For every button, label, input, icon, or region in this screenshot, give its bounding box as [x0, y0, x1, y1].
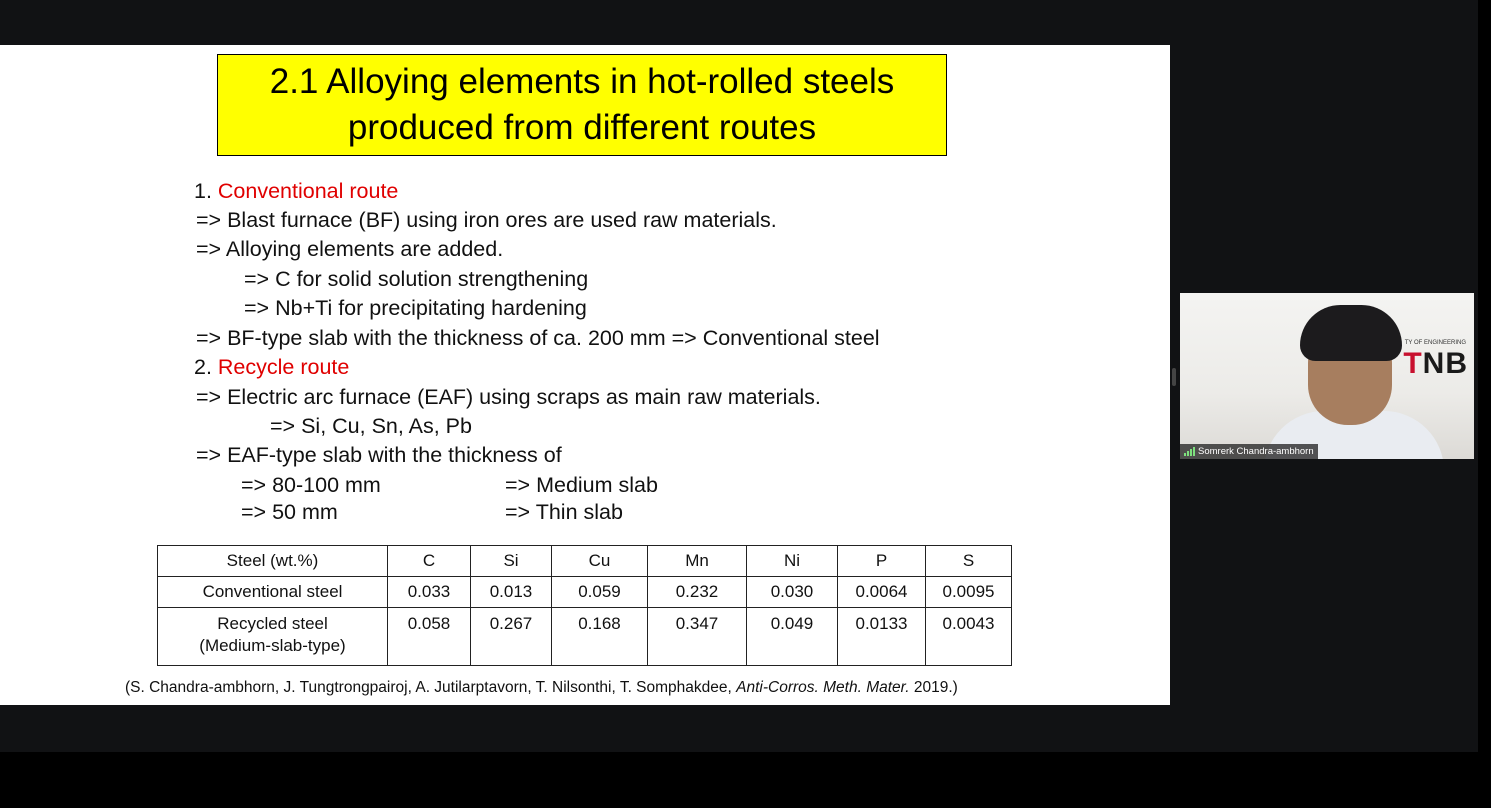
route-1-heading: 1. Conventional route	[194, 179, 399, 203]
table-cell-label: Conventional steel	[158, 577, 388, 608]
table-cell: 0.033	[388, 577, 471, 608]
table-cell-label	[158, 608, 388, 666]
table-cell: 0.0064	[838, 577, 926, 608]
table-row	[158, 608, 1012, 666]
signal-bars-icon	[1184, 447, 1195, 456]
table-cell: 0.058	[388, 608, 471, 666]
bullet-line-right: => Thin slab	[505, 500, 623, 524]
bullet-line: => Nb+Ti for precipitating hardening	[244, 296, 587, 320]
table-cell: 0.168	[552, 608, 648, 666]
table-header: Mn	[648, 546, 747, 577]
slide-reference: (S. Chandra-ambhorn, J. Tungtrongpairoj, A. Jutilarptavorn, T. Nilsonthi, T. Somphakdee, Anti-Corros. Meth. Mater. 2019.)	[125, 679, 958, 696]
view-splitter-handle[interactable]	[1172, 368, 1176, 386]
background-logo: TNB	[1403, 347, 1468, 380]
table-header: Cu	[552, 546, 648, 577]
table-header-row	[158, 546, 1012, 577]
table-header: Steel (wt.%)	[158, 546, 388, 577]
table-cell: 0.0133	[838, 608, 926, 666]
table-header: Si	[471, 546, 552, 577]
bullet-line: => 80-100 mm	[241, 473, 381, 497]
bullet-line: => Si, Cu, Sn, As, Pb	[270, 414, 472, 438]
table-cell: 0.059	[552, 577, 648, 608]
table-cell: 0.0043	[926, 608, 1012, 666]
bullet-line: => 50 mm	[241, 500, 338, 524]
participant-name: Somrerk Chandra-ambhorn	[1198, 446, 1314, 457]
slide-title-line-2: produced from different routes	[347, 108, 817, 147]
bullet-line-right: => Medium slab	[505, 473, 658, 497]
table-cell: 0.267	[471, 608, 552, 666]
participant-name-label	[1180, 444, 1318, 459]
participant-hair	[1300, 305, 1402, 361]
shared-slide	[0, 45, 1170, 705]
table-cell-label-main: Recycled steel	[217, 614, 328, 633]
bullet-line: => Blast furnace (BF) using iron ores are used raw materials.	[196, 208, 777, 232]
table-cell: 0.030	[747, 577, 838, 608]
window-edge	[1478, 0, 1491, 808]
table-header: P	[838, 546, 926, 577]
table-cell: 0.347	[648, 608, 747, 666]
table-cell: 0.049	[747, 608, 838, 666]
bullet-line: => EAF-type slab with the thickness of	[196, 443, 562, 467]
participant-video-tile[interactable]	[1180, 293, 1474, 459]
table-cell: 0.013	[471, 577, 552, 608]
bullet-line: => C for solid solution strengthening	[244, 267, 589, 291]
table-cell-label-sub: (Medium-slab-type)	[199, 636, 346, 655]
table-row	[158, 577, 1012, 608]
table-cell: 0.0095	[926, 577, 1012, 608]
table-cell: 0.232	[648, 577, 747, 608]
bullet-line: => BF-type slab with the thickness of ca. 200 mm => Conventional steel	[196, 326, 880, 350]
slide-title	[217, 54, 947, 156]
route-2-heading: 2. Recycle route	[194, 355, 350, 379]
background-logo-caption: TY OF ENGINEERING	[1404, 340, 1466, 346]
bullet-line: => Electric arc furnace (EAF) using scraps as main raw materials.	[196, 385, 821, 409]
table-header: Ni	[747, 546, 838, 577]
table-header: C	[388, 546, 471, 577]
composition-table	[157, 545, 1012, 666]
table-header: S	[926, 546, 1012, 577]
slide-title-line-1: 2.1 Alloying elements in hot-rolled steels	[269, 62, 895, 101]
bullet-line: => Alloying elements are added.	[196, 237, 504, 261]
